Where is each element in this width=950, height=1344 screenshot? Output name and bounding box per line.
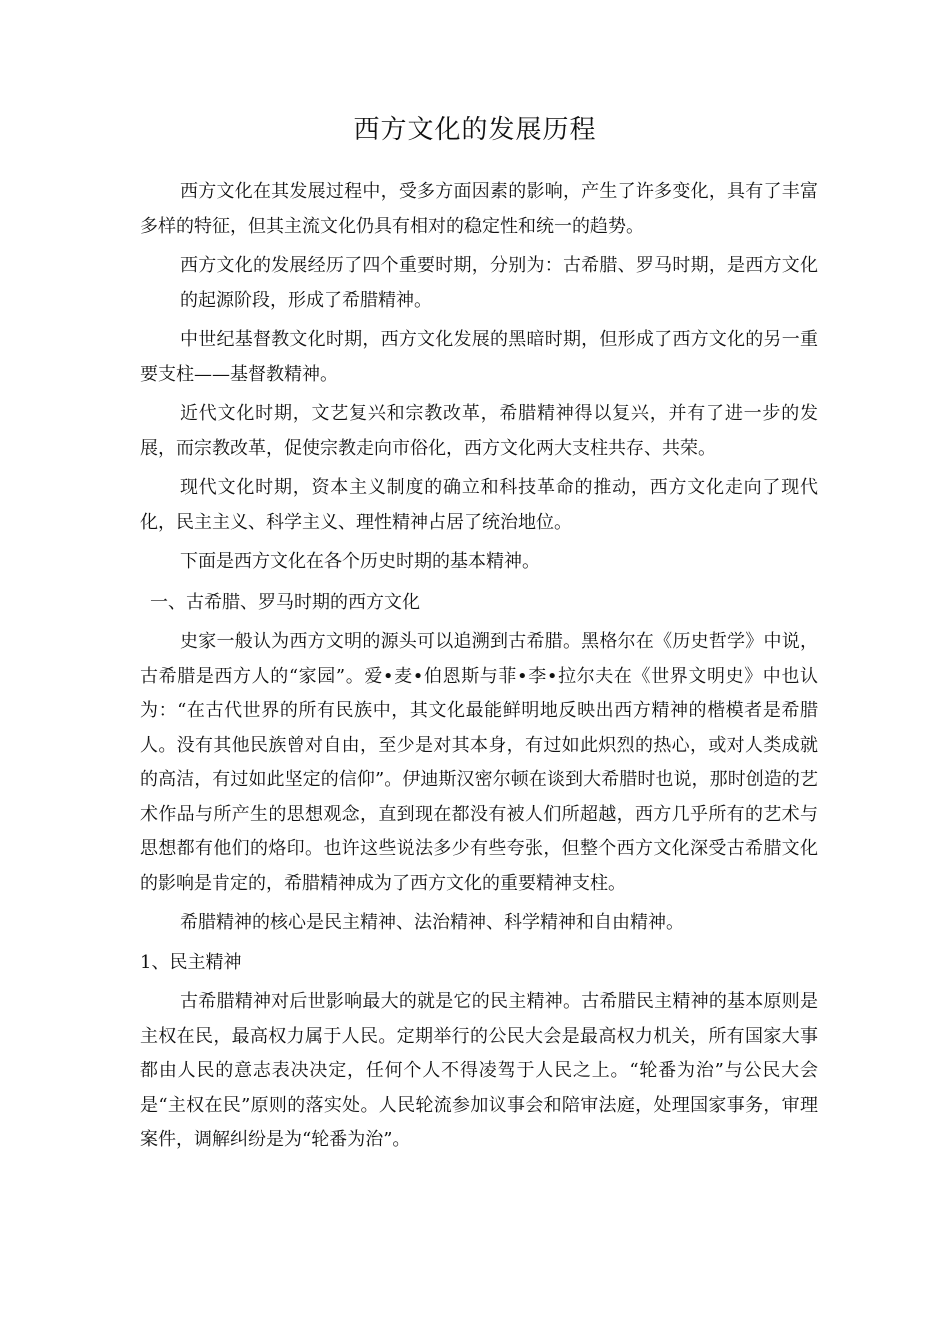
paragraph-modern: 现代文化时期，资本主义制度的确立和科技革命的推动，西方文化走向了现代化，民主主义、科学主义、理性精神占居了统治地位。 (140, 477, 818, 533)
page-title: 西方文化的发展历程 (353, 115, 597, 145)
document-body (140, 175, 818, 1163)
paragraph-modern-early: 近代文化时期，文艺复兴和宗教改革，希腊精神得以复兴，并有了进一步的发展，而宗教改革，促使宗教走向市俗化，西方文化两大支柱共存、共荣。 (140, 403, 818, 459)
paragraph-transition: 下面是西方文化在各个历史时期的基本精神。 (180, 551, 540, 572)
paragraph-periods: 西方文化的发展经历了四个重要时期，分别为：古希腊、罗马时期，是西方文化的起源阶段，形成了希腊精神。 (180, 255, 818, 311)
paragraph-medieval: 中世纪基督教文化时期，西方文化发展的黑暗时期，但形成了西方文化的另一重要支柱——基督教精神。 (140, 329, 818, 385)
paragraph-greece-origin: 史家一般认为西方文明的源头可以追溯到古希腊。黑格尔在《历史哲学》中说，古希腊是西方人的“家园”。爱•麦•伯恩斯与菲•李•拉尔夫在《世界文明史》中也认为：“在古代世界的所有民族中，其文化最能鲜明地反映出西方精神的楷模者是希腊人。没有其他民族曾对自由，至少是对其本身，有过如此炽烈的热心，或对人类成就的高洁，有过如此坚定的信仰”。伊迪斯汉密尔顿在谈到大希腊时也说，那时创造的艺术作品与所产生的思想观念，直到现在都没有被人们所超越，西方几乎所有的艺术与思想都有他们的烙印。也许这些说法多少有些夸张，但整个西方文化深受古希腊文化的影响是肯定的，希腊精神成为了西方文化的重要精神支柱。 (140, 631, 818, 894)
paragraph-greek-spirit-core: 希腊精神的核心是民主精神、法治精神、科学精神和自由精神。 (180, 912, 684, 933)
paragraph-intro: 西方文化在其发展过程中，受多方面因素的影响，产生了许多变化，具有了丰富多样的特征，但其主流文化仍具有相对的稳定性和统一的趋势。 (140, 181, 818, 237)
section-heading: 一、古希腊、罗马时期的西方文化 (150, 591, 420, 613)
paragraph-democracy: 古希腊精神对后世影响最大的就是它的民主精神。古希腊民主精神的基本原则是主权在民，最高权力属于人民。定期举行的公民大会是最高权力机关，所有国家大事都由人民的意志表决决定，任何个人不得凌驾于人民之上。“轮番为治”与公民大会是“主权在民”原则的落实处。人民轮流参加议事会和陪审法庭，处理国家事务，审理案件，调解纠纷是为“轮番为治”。 (140, 991, 818, 1150)
subsection-heading: 1、民主精神 (140, 951, 242, 973)
